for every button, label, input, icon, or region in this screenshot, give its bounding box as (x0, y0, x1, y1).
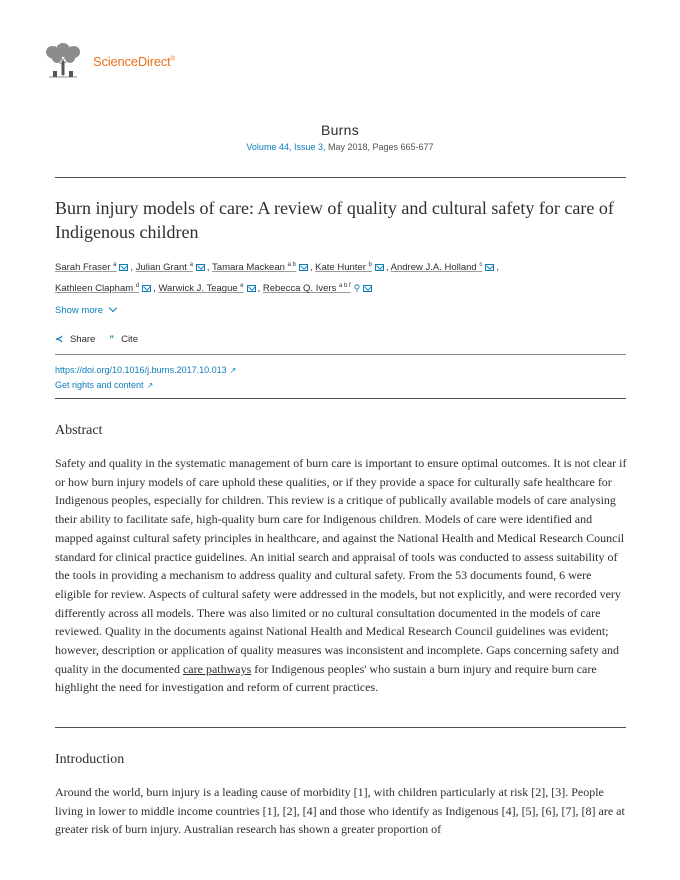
elsevier-tree-icon (43, 43, 83, 79)
author-list: Sarah Fraser $^a$ , Julian Grant $^a$ , Tamara Mackean $^{a b}$ , Kate Hunter $^b$ , Andrew J.A. Holland $^c$ , Kathleen Clapham $^d$ , Warwick J. Teague $^e$ , Rebecca Q. Ivers $^{a b f}$ ⚲ (55, 256, 626, 298)
date-pages: May 2018, Pages 665-677 (325, 142, 434, 152)
email-icon[interactable] (375, 264, 384, 271)
journal-issue-meta (0, 142, 680, 152)
author-link[interactable]: Kate Hunter $^b$ (315, 262, 372, 274)
journal-info (0, 122, 680, 152)
article-links (55, 363, 236, 393)
author-link[interactable]: Julian Grant $^a$ (135, 262, 193, 274)
share-icon: ≺ (55, 334, 63, 345)
abstract-heading: Abstract (55, 423, 103, 438)
introduction-text: Around the world, burn injury is a leading cause of morbidity [1], with children particularly at risk [2], [3]. People living in lower to middle income countries [1], [2], [4] and those who identify as Indigenous [4], [5], [6], [7], [8] are at greater risk of burn injury. Australian research has shown a greater proportion of (55, 785, 625, 837)
abstract-text: Safety and quality in the systematic management of burn care is important to ensure optimal outcomes. It is not clear if or how burn injury models of care uphold these qualities, or if they provide a space for culturally safe healthcare for Indigenous peoples, especially for children. This review is a critique of publically available models of care analysing their ability to facilitate safe, high-quality burn care for Indigenous children. Models of care were identified and mapped against cultural safety principles in healthcare, and against the National Health and Medical Research Council standard for clinical practice guidelines. An initial search and appraisal of tools was conducted to assess suitability of the tools in providing a mechanism to address quality and cultural safety. From the 53 documents found, 6 were eligible for review. Aspects of cultural safety were addressed in the models, but not explicitly, and were recorded very differently across all models. There was also limited or no cultural consultation documented in the models of care reviewed. Quality in the documents against National Health and Medical Research Council guidelines was evident; however, description or application of quality measures was inconsistent and incomplete. Gaps concerning safety and quality in the documented care pathways for Indigenous peoples' who sustain a burn injury and require burn care highlight the need for investigation and reform of current practices. (55, 456, 627, 695)
links-divider (55, 398, 626, 399)
external-link-icon: ↗ (229, 366, 237, 375)
doi-link[interactable]: https://doi.org/10.1016/j.burns.2017.10.013 ↗ (55, 365, 237, 375)
author-link[interactable]: Kathleen Clapham $^d$ (55, 283, 140, 295)
chevron-down-icon (109, 304, 117, 312)
email-icon[interactable] (485, 264, 494, 271)
author-link[interactable]: Andrew J.A. Holland $^c$ (390, 262, 483, 274)
external-link-icon: ↗ (146, 381, 154, 390)
email-icon[interactable] (142, 285, 151, 292)
email-icon[interactable] (299, 264, 308, 271)
show-more-button[interactable]: Show more (55, 305, 116, 316)
author-link[interactable]: Sarah Fraser $^a$ (55, 262, 117, 274)
quote-icon: ” (109, 334, 115, 345)
sciencedirect-logo[interactable] (43, 43, 175, 79)
introduction-heading: Introduction (55, 752, 125, 767)
email-icon[interactable] (196, 264, 205, 271)
actions-divider (55, 354, 626, 355)
volume-issue-link[interactable]: Volume 44, Issue 3, (246, 142, 326, 152)
email-icon[interactable] (247, 285, 256, 292)
header-divider (55, 177, 626, 178)
article-actions (55, 334, 138, 345)
rights-link[interactable]: Get rights and content ↗ (55, 380, 154, 390)
cite-button[interactable]: ” Cite (109, 334, 138, 345)
article-title: Burn injury models of care: A review of quality and cultural safety for care of Indigenous children (55, 198, 614, 242)
email-icon[interactable] (119, 264, 128, 271)
care-pathways-link[interactable]: care pathways (182, 661, 252, 676)
share-button[interactable]: ≺ Share (55, 334, 96, 345)
abstract-divider (55, 727, 626, 728)
author-link[interactable]: Warwick J. Teague $^e$ (158, 283, 244, 295)
author-link[interactable]: Rebecca Q. Ivers $^{a b f}$ (262, 283, 351, 295)
brand-name: ScienceDirect® (93, 53, 175, 69)
journal-name[interactable]: Burns (320, 122, 360, 138)
email-icon[interactable] (363, 285, 372, 292)
author-link[interactable]: Tamara Mackean $^{a b}$ (212, 262, 296, 274)
corresponding-author-icon[interactable]: ⚲ (353, 283, 361, 294)
